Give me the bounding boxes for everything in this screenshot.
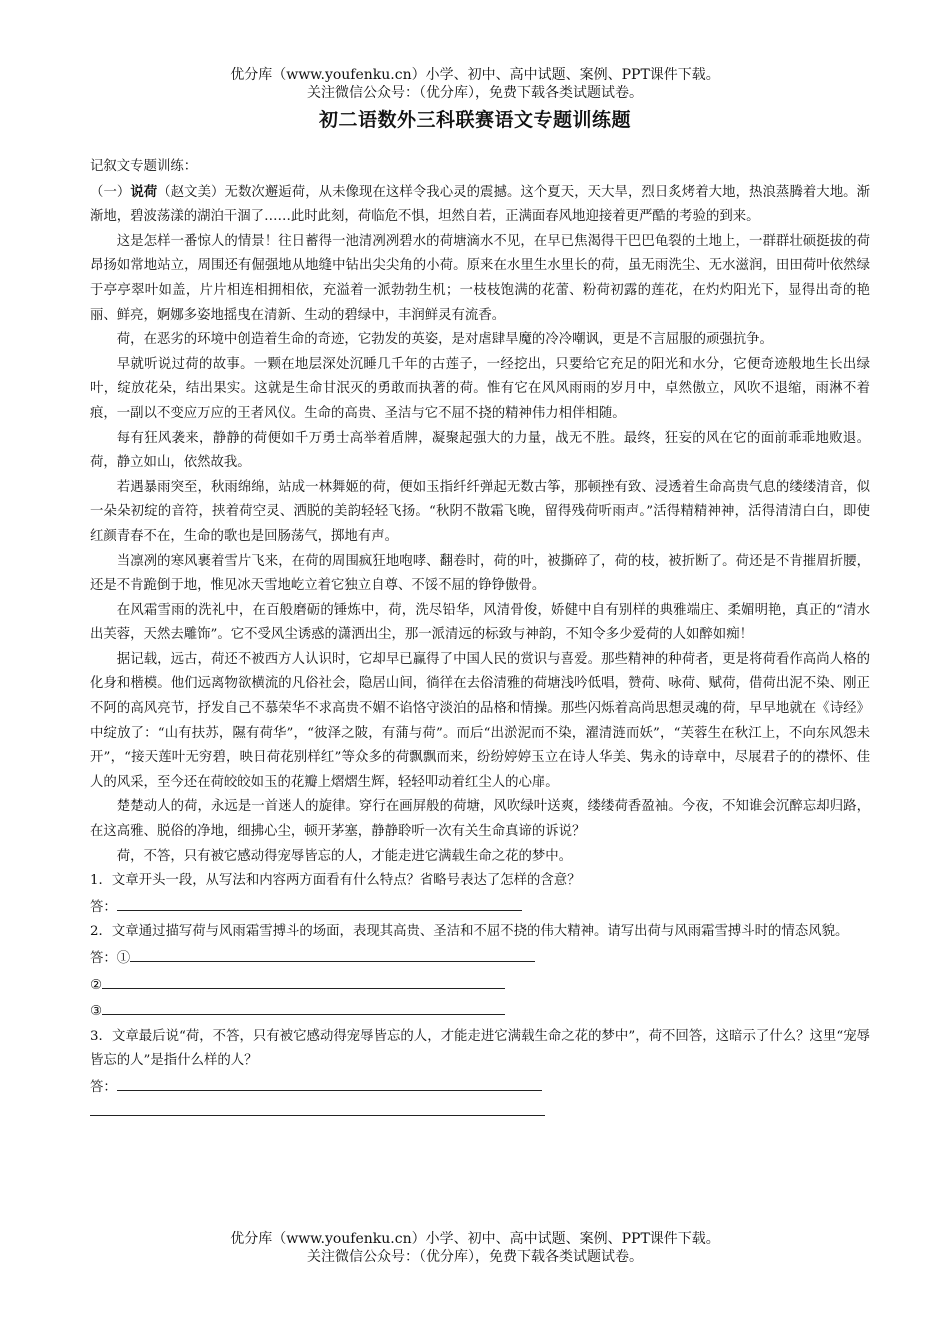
question-2: 2．文章通过描写荷与风雨霜雪搏斗的场面，表现其高贵、圣洁和不屈不挠的伟大精神。请写出荷与风雨霜雪搏斗时的情态风貌。	[90, 924, 849, 940]
article-intro-text: （赵文美）无数次邂逅荷，从未像现在这样令我心灵的震撼。这个夏天，天大旱，烈日炙烤着大地，热浪蒸腾着大地。渐渐地，碧波荡漾的湖泊干涸了……此时此刻，荷临危不惧，坦然自若，正满面春风地迎接着更严酷的考验的到来。	[90, 184, 871, 225]
section-label: 记叙文专题训练：	[90, 159, 198, 174]
answer-blank[interactable]	[102, 998, 505, 1015]
answer-label: 答：	[90, 899, 117, 915]
answer-row	[90, 945, 870, 972]
page-header	[0, 66, 950, 102]
paragraph: 每有狂风袭来，静静的荷便如千万勇士高举着盾牌，凝聚起强大的力量，战无不胜。最终，狂妄的风在它的面前乖乖地败退。荷，静立如山，依然故我。	[90, 430, 870, 471]
paragraph: 荷，在恶劣的环境中创造着生命的奇迹，它勃发的英姿，是对虐肆旱魔的冷冷嘲讽，更是不言屈服的顽强抗争。	[116, 332, 773, 348]
paragraph: 楚楚动人的荷，永远是一首迷人的旋律。穿行在画屏般的荷塘，风吹绿叶送爽，缕缕荷香盈袖。今夜，不知谁会沉醉忘却归路，在这高雅、脱俗的净地，细拂心尘，顿开茅塞，静静聆听一次有关生命真谛的诉说？	[90, 799, 870, 840]
paragraph: 若遇暴雨突至，秋雨绵绵，站成一林舞姬的荷，便如玉指纤纤弹起无数古筝，那顿挫有致、浸透着生命高贵气息的缕缕清音，似一朵朵初绽的音符，挟着荷空灵、洒脱的美韵轻轻飞扬。“秋阴不散霜飞晚，留得残荷听雨声。”活得精精神神，活得清清白白，即使红颜青春不在，生命的歌也是回肠荡气，掷地有声。	[90, 479, 870, 544]
answer-blank[interactable]	[117, 1074, 542, 1091]
answer-blank[interactable]	[102, 972, 505, 989]
answer-blank[interactable]	[117, 894, 522, 911]
answer-label: 答：①	[90, 951, 131, 966]
document-body	[90, 155, 870, 1120]
article-number: （一）	[90, 184, 131, 200]
footer-line-1: 优分库（www.youfenku.cn）小学、初中、高中试题、案例、PPT课件下载。	[230, 1231, 720, 1247]
answer-row	[90, 1074, 870, 1101]
page-title: 初二语数外三科联赛语文专题训练题	[318, 109, 631, 131]
header-line-1: 优分库（www.youfenku.cn）小学、初中、高中试题、案例、PPT课件下载。	[230, 67, 720, 83]
answer-label: 答：	[90, 1079, 117, 1095]
answer-blank-extra[interactable]	[90, 1101, 545, 1116]
article-title: 说荷	[130, 183, 158, 200]
answer-blank[interactable]	[130, 945, 535, 962]
answer-row	[90, 998, 870, 1025]
answer-label: ③	[90, 1004, 103, 1020]
paragraph: 据记载，远古，荷还不被西方人认识时，它却早已赢得了中国人民的赏识与喜爱。那些精神的种荷者，更是将荷看作高尚人格的化身和楷模。他们远离物欲横流的凡俗社会，隐居山间，徜徉在去俗清雅的荷塘浅吟低唱，赞荷、咏荷、赋荷，借荷出泥不染、刚正不阿的高风亮节，抒发自己不慕荣华不求高贵不媚不谄恪守淡泊的品格和情操。那些闪烁着高尚思想灵魂的荷，早早地就在《诗经》中绽放了：“山有扶苏，隰有荷华”，“彼泽之陂，有蒲与荷”。而后“出淤泥而不染，濯清涟而妖”，“芙蓉生在秋江上，不向东风怨未开”，“接天莲叶无穷碧，映日荷花别样红”等众多的荷飘飘而来，纷纷婷婷玉立在诗人华美、隽永的诗章中，尽展君子的的襟怀、佳人的风采，至今还在荷皎皎如玉的花瓣上熠熠生辉，轻轻叩动着红尘人的心扉。	[90, 651, 870, 790]
header-line-2: 关注微信公众号：（优分库），免费下载各类试题试卷。	[307, 85, 643, 101]
question-3: 3．文章最后说“荷，不答，只有被它感动得宠辱皆忘的人，才能走进它满载生命之花的梦中”，荷不回答，这暗示了什么？这里“宠辱皆忘的人”是指什么样的人？	[90, 1028, 870, 1069]
answer-row	[90, 972, 870, 999]
answer-label: ②	[90, 977, 103, 993]
paragraph: 在风霜雪雨的洗礼中，在百般磨砺的锤炼中，荷，洗尽铅华，风清骨俊，娇健中自有别样的典雅端庄、柔媚明艳，真正的“清水出芙蓉，天然去雕饰”。它不受风尘诱惑的潇洒出尘，那一派清远的标致与神韵，不知令多少爱荷的人如醉如痴！	[90, 602, 870, 643]
page-footer	[0, 1230, 950, 1266]
footer-line-2: 关注微信公众号：（优分库），免费下载各类试题试卷。	[307, 1249, 643, 1265]
paragraph: 早就听说过荷的故事。一颗在地层深处沉睡几千年的古莲子，一经挖出，只要给它充足的阳光和水分，它便奇迹般地生长出绿叶，绽放花朵，结出果实。这就是生命甘泯灭的勇敢而执著的荷。惟有它在风风雨雨的岁月中，卓然傲立，风吹不退缩，雨淋不着痕，一副以不变应万应的王者风仪。生命的高贵、圣洁与它不屈不挠的精神伟力相伴相随。	[90, 356, 870, 421]
question-1: 1．文章开头一段，从写法和内容两方面看有什么特点？省略号表达了怎样的含意？	[90, 873, 581, 889]
paragraph: 当凛冽的寒风裹着雪片飞来，在荷的周围疯狂地咆哮、翻卷时，荷的叶，被撕碎了，荷的枝，被折断了。荷还是不肯摧眉折腰，还是不肯跪倒于地，惟见冰天雪地屹立着它独立自尊、不馁不屈的铮铮傲骨。	[90, 553, 870, 594]
answer-row	[90, 894, 870, 921]
paragraph: 荷，不答，只有被它感动得宠辱皆忘的人，才能走进它满载生命之花的梦中。	[116, 848, 573, 864]
article-intro	[90, 180, 870, 230]
paragraph: 这是怎样一番惊人的情景！往日蓄得一池清冽冽碧水的荷塘滴水不见，在早已焦渴得干巴巴龟裂的土地上，一群群壮硕挺拔的荷昂扬如常地站立，周围还有倔强地从地缝中钻出尖尖角的小荷。原来在水里生水里长的荷，虽无雨洗尘、无水滋润，田田荷叶依然绿于亭亭翠叶如盖，片片相连相拥相依，充溢着一派勃勃生机；一枝枝饱满的花蕾、粉荷初露的莲花，在灼灼阳光下，显得出奇的艳丽、鲜亮，婀娜多姿地摇曳在清新、生动的碧绿中，丰润鲜灵有流香。	[90, 233, 870, 323]
